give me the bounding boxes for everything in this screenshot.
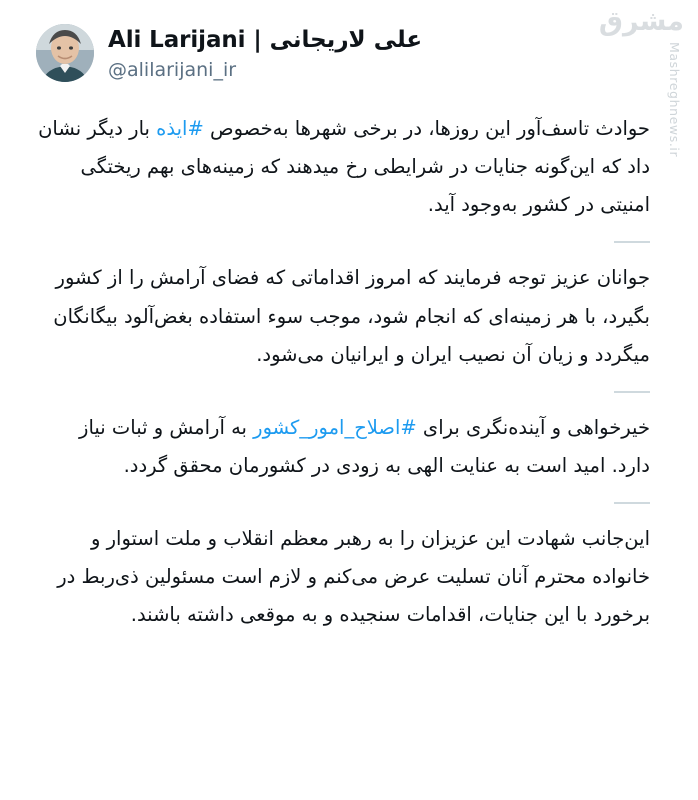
tweet-header bbox=[22, 18, 676, 82]
paragraph-divider bbox=[614, 391, 650, 393]
avatar-image bbox=[36, 24, 94, 82]
tweet-paragraph: حوادث تاسف‌آور این روزها، در برخی شهرها به‌خصوص #ایذه بار دیگر نشان داد که این‌گونه جنایات در شرایطی رخ میدهند که زمینه‌های بهم ریختگی امنیتی در کشور به‌وجود آید. bbox=[38, 117, 650, 217]
hashtag-link[interactable]: #اصلاح_امور_کشور bbox=[253, 415, 417, 439]
hashtag-link[interactable]: #ایذه bbox=[156, 117, 204, 141]
tweet-paragraph: این‌جانب شهادت این عزیزان را به رهبر معظم انقلاب و ملت استوار و خانواده محترم آنان تسلیت عرض می‌کنم و لازم است مسئولین ذی‌ربط در برخورد با این جنایات، اقدامات سنجیده و به موقعی داشته باشند. bbox=[57, 526, 650, 626]
account-names bbox=[108, 24, 676, 82]
watermark-site-text: Mashreghnews.ir bbox=[667, 42, 682, 158]
paragraph-divider bbox=[614, 241, 650, 243]
tweet-body bbox=[22, 110, 676, 633]
paragraph-divider bbox=[614, 502, 650, 504]
watermark-logo: مشرق bbox=[598, 6, 684, 37]
avatar[interactable] bbox=[36, 24, 94, 82]
account-handle[interactable]: @alilarijani_ir bbox=[108, 58, 237, 81]
display-name: Ali Larijani | علی لاریجانی bbox=[108, 27, 423, 53]
tweet-paragraph: خیرخواهی و آینده‌نگری برای #اصلاح_امور_کشور به آرامش و ثبات نیاز دارد. امید است به عنایت الهی به زودی در کشورمان محقق گردد. bbox=[79, 415, 650, 477]
tweet-paragraph: جوانان عزیز توجه فرمایند که امروز اقداماتی که فضای آرامش را از کشور بگیرد، با هر زمینه‌ای که انجام شود، موجب سوء استفاده بغض‌آلود بیگانگان میگردد و زیان آن نصیب ایران و ایرانیان می‌شود. bbox=[53, 266, 650, 366]
